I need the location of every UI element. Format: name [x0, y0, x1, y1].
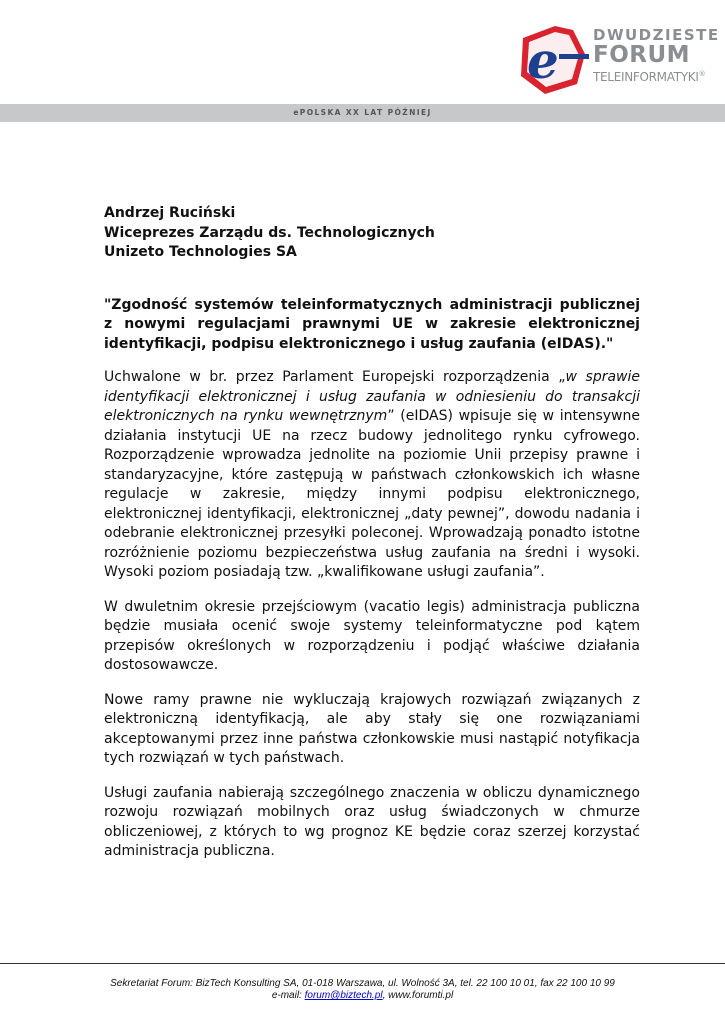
- logo-line2: FORUM: [593, 42, 691, 68]
- footer-address: Sekretariat Forum: BizTech Konsulting SA, 01-018 Warszawa, ul. Wolność 3A, tel. 22 100 10 01, fax 22 100 10 99: [110, 978, 615, 989]
- paragraph-3: Nowe ramy prawne nie wykluczają krajowych rozwiązań związanych z elektroniczną identyfikacją, ale aby stały się one rozwiązaniami akceptowanymi przez inne państwa członkowskie musi nastąpić notyfikacja tych rozwiązań w tych państwach.: [104, 691, 640, 766]
- footer-contact: [0, 990, 725, 1002]
- footer-website[interactable]: www.forumti.pl: [388, 990, 454, 1001]
- regulation-title: w sprawie identyfikacji elektronicznej i usług zaufania w odniesieniu do transakcji elektronicznych na rynku wewnętrznym: [104, 369, 640, 424]
- footer-separator: ,: [382, 990, 389, 1001]
- author-company: Unizeto Technologies SA: [104, 244, 297, 260]
- footer: [0, 978, 725, 1002]
- logo-reg-mark: ®: [698, 70, 706, 78]
- paragraph-1: [104, 368, 640, 583]
- author-name: Andrzej Ruciński: [104, 205, 236, 221]
- logo-line3-text: TELEINFORMATYKI: [593, 70, 699, 84]
- banner-text: ePOLSKA XX LAT PÓŹNIEJ: [293, 108, 432, 117]
- logo-line1: DWUDZIESTE: [593, 26, 720, 44]
- paragraph-1-rest: ” (eIDAS) wpisuje się w intensywne działania instytucji UE na rzecz budowy jednolitego rynku cyfrowego. Rozporządzenie wprowadza jednolite na poziomie Unii przepisy prawne i standaryzacyjne, które zastępują w państwach członkowskich ich własne regulacje w zakresie, między innymi podpisu elektronicznego, elektronicznej identyfikacji, elektronicznej „daty pewnej”, dowodu nadania i odebranie elektronicznej przesyłki poleconej. Wprowadzają ponadto istotne rozróżnienie poziomu bezpieczeństwa usług zaufania na średni i wysoki. Wysoki poziom posiadają tzw. „kwalifikowane usługi zaufania”.: [104, 408, 640, 580]
- footer-email-link[interactable]: forum@biztech.pl: [304, 990, 383, 1001]
- footer-divider: [0, 963, 725, 964]
- forum-logo: [515, 20, 720, 100]
- logo-letter: e: [527, 31, 559, 90]
- article: [104, 204, 640, 877]
- paragraph-1-start: Uchwalone w br. przez Parlament Europejski rozporządzenia „: [104, 369, 566, 385]
- logo-mark-icon: [515, 20, 595, 100]
- paragraph-2: W dwuletnim okresie przejściowym (vacatio legis) administracja publiczna będzie musiała ocenić swoje systemy teleinformatyczne pod kątem przepisów określonych w rozporządzeniu i podjąć właściwe działania dostosowawcze.: [104, 598, 640, 673]
- paragraph-4: Usługi zaufania nabierają szczególnego znaczenia w obliczu dynamicznego rozwoju rozwiązań mobilnych oraz usług świadczonych w chmurze obliczeniowej, z których to wg prognoz KE będzie coraz szerzej korzystać administracja publiczna.: [104, 784, 640, 859]
- logo-line3: [593, 70, 705, 84]
- section-banner: [0, 104, 725, 122]
- footer-email-label: e-mail:: [271, 990, 305, 1001]
- article-title: "Zgodność systemów teleinformatycznych administracji publicznej z nowymi regulacjami prawnymi UE w zakresie elektronicznej identyfikacji, podpisu elektronicznego i usług zaufania (eIDAS).": [104, 296, 640, 352]
- author-position: Wiceprezes Zarządu ds. Technologicznych: [104, 224, 435, 241]
